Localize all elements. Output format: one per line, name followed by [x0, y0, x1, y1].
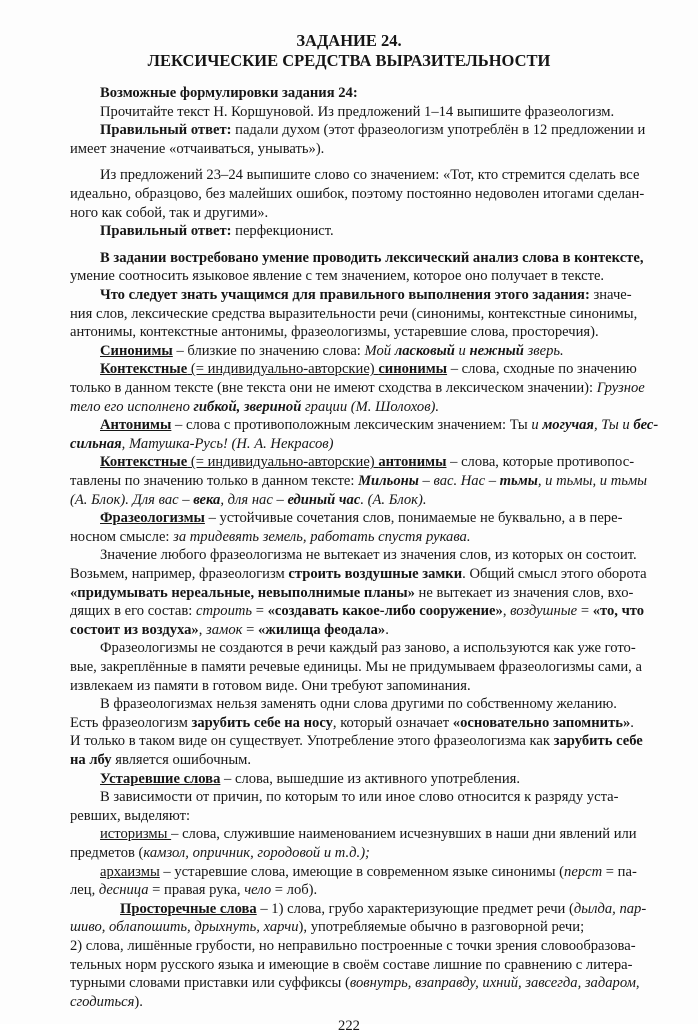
- text-segment: =: [577, 603, 593, 620]
- text-line: [70, 621, 682, 639]
- text-segment: имеет значение «отчаиваться, унывать»).: [70, 140, 325, 157]
- text-segment: «то, что: [592, 603, 645, 620]
- text-segment: Возьмем, например, фразеологизм: [70, 566, 289, 582]
- text-segment: «создавать какое-либо сооружение»: [267, 603, 503, 620]
- term-highlight: Синонимы: [100, 342, 173, 359]
- text-segment: строить: [195, 603, 253, 620]
- text-line: [70, 677, 682, 695]
- text-segment: могучая: [542, 417, 594, 434]
- text-segment: , для нас –: [220, 491, 288, 508]
- text-line: [100, 639, 682, 657]
- term-highlight: Контекстные: [100, 361, 188, 378]
- text-segment: Что следует знать учащимся для правильного выполнения этого задания:: [100, 287, 590, 303]
- text-segment: на лбу: [70, 752, 112, 768]
- text-segment: . Общий смысл этого оборота: [462, 566, 647, 582]
- term-highlight: (= индивидуально-авторские): [187, 361, 379, 378]
- text-segment: Фразеологизмы не создаются в речи каждый раз заново, а используются как уже гото-: [100, 640, 636, 657]
- text-segment: .: [630, 714, 634, 731]
- term-highlight: Просторечные слова: [120, 900, 257, 917]
- text-segment: В зависимости от причин, по которым то или иное слово относится к разряду уста-: [100, 789, 619, 806]
- text-segment: нежный: [469, 342, 524, 359]
- text-line: [70, 974, 682, 992]
- text-line: [100, 166, 682, 184]
- text-line: [100, 103, 682, 121]
- text-segment: Возможные формулировки задания 24:: [100, 85, 358, 101]
- term-highlight: синонимы: [378, 361, 448, 378]
- text-line: [100, 509, 682, 527]
- text-segment: антонимы, контекстные антонимы, фразеологизмы, устаревшие слова, просторечия).: [70, 324, 599, 341]
- text-segment: Значение любого фразеологизма не вытекает из значения слов, из которых он состоит.: [100, 547, 637, 564]
- text-line: [70, 472, 682, 490]
- text-line: [70, 305, 682, 323]
- text-segment: тельных норм русского языка и имеющие в своём составе лишние по сравнению с литера-: [70, 956, 633, 973]
- text-line: [120, 900, 682, 918]
- text-line: [100, 342, 682, 360]
- text-segment: зарубить себе: [553, 733, 643, 750]
- text-segment: . (А. Блок).: [360, 491, 427, 508]
- text-segment: Грузное: [596, 380, 645, 396]
- text-segment: ного как собой, так и другими».: [70, 204, 269, 221]
- text-line: [100, 360, 682, 378]
- text-segment: гибкой, звериной: [193, 398, 302, 415]
- text-segment: строить воздушные замки: [288, 566, 463, 582]
- text-line: [70, 602, 682, 620]
- text-line: [70, 714, 682, 732]
- text-segment: В фразеологизмах нельзя заменять одни слова другими по собственному желанию.: [100, 696, 617, 713]
- text-segment: , который означает: [332, 714, 453, 731]
- text-line: [100, 546, 682, 564]
- term-highlight: Фразеологизмы: [100, 510, 205, 527]
- text-segment: – 1) слова, грубо характеризующие предмет речи (: [256, 900, 574, 917]
- text-segment: .: [385, 621, 389, 638]
- text-line: [100, 863, 682, 881]
- text-segment: носном смысле:: [70, 528, 174, 545]
- text-segment: Есть фразеологизм: [70, 714, 192, 731]
- text-segment: тьмы: [499, 473, 538, 489]
- text-line: [70, 881, 682, 899]
- text-line: [70, 528, 682, 546]
- text-line: [70, 267, 682, 285]
- text-segment: зверь.: [523, 342, 564, 359]
- text-segment: – устойчивые сочетания слов, понимаемые не буквально, а в пере-: [204, 510, 623, 527]
- text-segment: =: [252, 603, 268, 620]
- text-segment: сильная: [70, 435, 122, 452]
- text-segment: , и тьмы, и тьмы: [537, 473, 648, 489]
- text-line: [100, 788, 682, 806]
- text-line: [70, 379, 682, 397]
- text-line: [100, 121, 682, 139]
- text-line: [70, 140, 682, 158]
- text-line: [100, 825, 682, 843]
- text-segment: единый час: [287, 491, 361, 508]
- text-line: [70, 993, 682, 1011]
- text-segment: бес-: [633, 417, 659, 434]
- term-highlight: Устаревшие слова: [100, 770, 221, 787]
- text-segment: В задании востребовано умение проводить лексический анализ слова в контексте,: [100, 249, 644, 266]
- text-segment: ).: [134, 993, 143, 1010]
- text-line: [70, 918, 682, 936]
- text-segment: идеально, образцово, без малейших ошибок, поэтому постоянно недоволен итогами сделан-: [70, 186, 645, 202]
- text-segment: не вытекает из значения слов, вхо-: [414, 584, 634, 601]
- section-title: ЛЕКСИЧЕСКИЕ СРЕДСТВА ВЫРАЗИТЕЛЬНОСТИ: [147, 51, 551, 70]
- text-line: [70, 732, 682, 750]
- text-segment: «основательно запомнить»: [452, 714, 631, 731]
- text-segment: перфекционист.: [231, 223, 334, 240]
- text-line: [100, 695, 682, 713]
- text-segment: – вас. Нас –: [418, 473, 500, 489]
- text-line: [100, 222, 682, 240]
- text-segment: – близкие по значению слова:: [172, 342, 365, 359]
- text-segment: десница: [98, 882, 149, 899]
- text-line: [70, 398, 682, 416]
- text-segment: (А. Блок). Для вас –: [70, 491, 194, 508]
- text-segment: ласковый: [394, 342, 455, 359]
- text-segment: – слова, сходные по значению: [447, 361, 637, 378]
- text-segment: умение соотносить языковое явление с тем значением, которое оно получает в тексте.: [70, 268, 605, 285]
- text-segment: значе-: [589, 287, 632, 303]
- text-segment: Правильный ответ:: [100, 223, 232, 240]
- text-segment: турными словами приставки или суффиксы (: [70, 975, 350, 992]
- text-segment: – слова с противоположным лексическим значением: Ты: [171, 417, 532, 434]
- text-segment: тело его исполнено: [70, 398, 194, 415]
- text-segment: Правильный ответ:: [100, 122, 232, 139]
- text-segment: Прочитайте текст Н. Коршуновой. Из предложений 1–14 выпишите фразеологизм.: [100, 103, 615, 120]
- text-line: [70, 751, 682, 769]
- text-segment: и: [531, 417, 543, 434]
- text-line: [100, 770, 682, 788]
- text-segment: только в данном тексте (вне текста они не имеют сходства в лексическом значении):: [70, 380, 597, 396]
- text-line: [70, 185, 682, 203]
- text-line: [100, 286, 682, 304]
- text-segment: перст: [564, 863, 603, 880]
- text-line: [70, 844, 682, 862]
- text-line: [70, 204, 682, 222]
- text-segment: Мильоны: [358, 473, 419, 489]
- task-heading: ЗАДАНИЕ 24.: [296, 31, 402, 50]
- text-segment: дылда, пар-: [573, 900, 647, 917]
- text-segment: чело: [244, 882, 272, 899]
- text-segment: сгодиться: [70, 993, 135, 1010]
- text-segment: «придумывать нереальные, невыполнимые планы»: [70, 584, 415, 601]
- text-segment: – устаревшие слова, имеющие в современном языке синонимы (: [159, 863, 565, 880]
- text-segment: предметов (: [70, 845, 144, 861]
- text-segment: = лоб).: [271, 882, 318, 899]
- text-segment: И только в таком виде он существует. Употребление этого фразеологизма как: [70, 733, 554, 750]
- text-line: [70, 565, 682, 583]
- text-segment: извлекаем из памяти в готовом виде. Они требуют запоминания.: [70, 677, 471, 694]
- text-segment: ния слов, лексические средства выразительности речи (синонимы, контекстные синонимы,: [70, 305, 638, 322]
- text-segment: тавлены по значению только в данном тексте:: [70, 473, 359, 489]
- term-highlight: антонимы: [378, 454, 447, 471]
- text-segment: – слова, которые противопос-: [446, 454, 635, 471]
- text-line: [70, 658, 682, 676]
- text-line: [70, 584, 682, 602]
- page-number: 222: [338, 1018, 360, 1034]
- text-segment: и: [454, 342, 470, 359]
- text-segment: шиво, облапошить, дрыхнуть, харчи: [70, 919, 299, 936]
- text-segment: ревших, выделяют:: [70, 807, 191, 824]
- text-segment: замок: [206, 621, 243, 638]
- text-line: [100, 249, 682, 267]
- text-segment: =: [242, 621, 258, 638]
- text-segment: зарубить себе на носу: [191, 714, 333, 731]
- text-segment: «жилища феодала»: [258, 621, 386, 638]
- text-segment: камзол, опричник, городовой и т.д.);: [143, 845, 370, 861]
- text-line: [70, 937, 682, 955]
- term-highlight: Контекстные: [100, 454, 188, 471]
- text-line: [70, 807, 682, 825]
- text-segment: = па-: [602, 863, 637, 880]
- text-segment: Из предложений 23–24 выпишите слово со значением: «Тот, кто стремится сделать все: [100, 167, 640, 184]
- text-segment: за тридевять земель, работать спустя рукава.: [173, 528, 471, 545]
- text-segment: 2) слова, лишённые грубости, но неправильно построенные с точки зрения словообразова-: [70, 938, 636, 954]
- text-segment: века: [193, 491, 221, 508]
- text-line: [70, 323, 682, 341]
- term-highlight: архаизмы: [100, 863, 160, 880]
- text-segment: – слова, служившие наименованием исчезнувших в наши дни явлений или: [171, 826, 637, 843]
- text-segment: Мой: [364, 342, 395, 359]
- text-segment: грации (М. Шолохов).: [301, 398, 440, 415]
- text-segment: дящих в его состав:: [70, 603, 196, 620]
- text-segment: вые, закреплённые в памяти речевые единицы. Мы не придумываем фразеологизмы сами, а: [70, 659, 642, 675]
- text-segment: ,: [502, 603, 511, 620]
- text-segment: состоит из воздуха»: [70, 621, 199, 638]
- text-line: [70, 435, 682, 453]
- text-segment: , Матушка-Русь! (Н. А. Некрасов): [121, 435, 334, 452]
- term-highlight: историзмы: [100, 826, 172, 843]
- text-segment: , Ты и: [593, 417, 634, 434]
- text-line: [100, 453, 682, 471]
- text-line: [100, 416, 682, 434]
- text-segment: является ошибочным.: [111, 752, 252, 768]
- text-segment: падали духом (этот фразеологизм употреблён в 12 предложении и: [231, 122, 646, 139]
- text-segment: лец,: [70, 882, 99, 899]
- term-highlight: (= индивидуально-авторские): [187, 454, 379, 471]
- text-line: [70, 956, 682, 974]
- text-line: [70, 491, 682, 509]
- text-segment: вовнутрь, взаправду, ихний, завсегда, задаром,: [349, 975, 640, 992]
- term-highlight: Антонимы: [100, 417, 172, 434]
- text-segment: воздушные: [510, 603, 578, 620]
- text-line: [100, 84, 682, 102]
- text-segment: ,: [198, 621, 207, 638]
- text-segment: = правая рука,: [148, 882, 245, 899]
- text-segment: ), употребляемые обычно в разговорной речи;: [298, 919, 585, 936]
- text-segment: – слова, вышедшие из активного употребления.: [220, 770, 521, 787]
